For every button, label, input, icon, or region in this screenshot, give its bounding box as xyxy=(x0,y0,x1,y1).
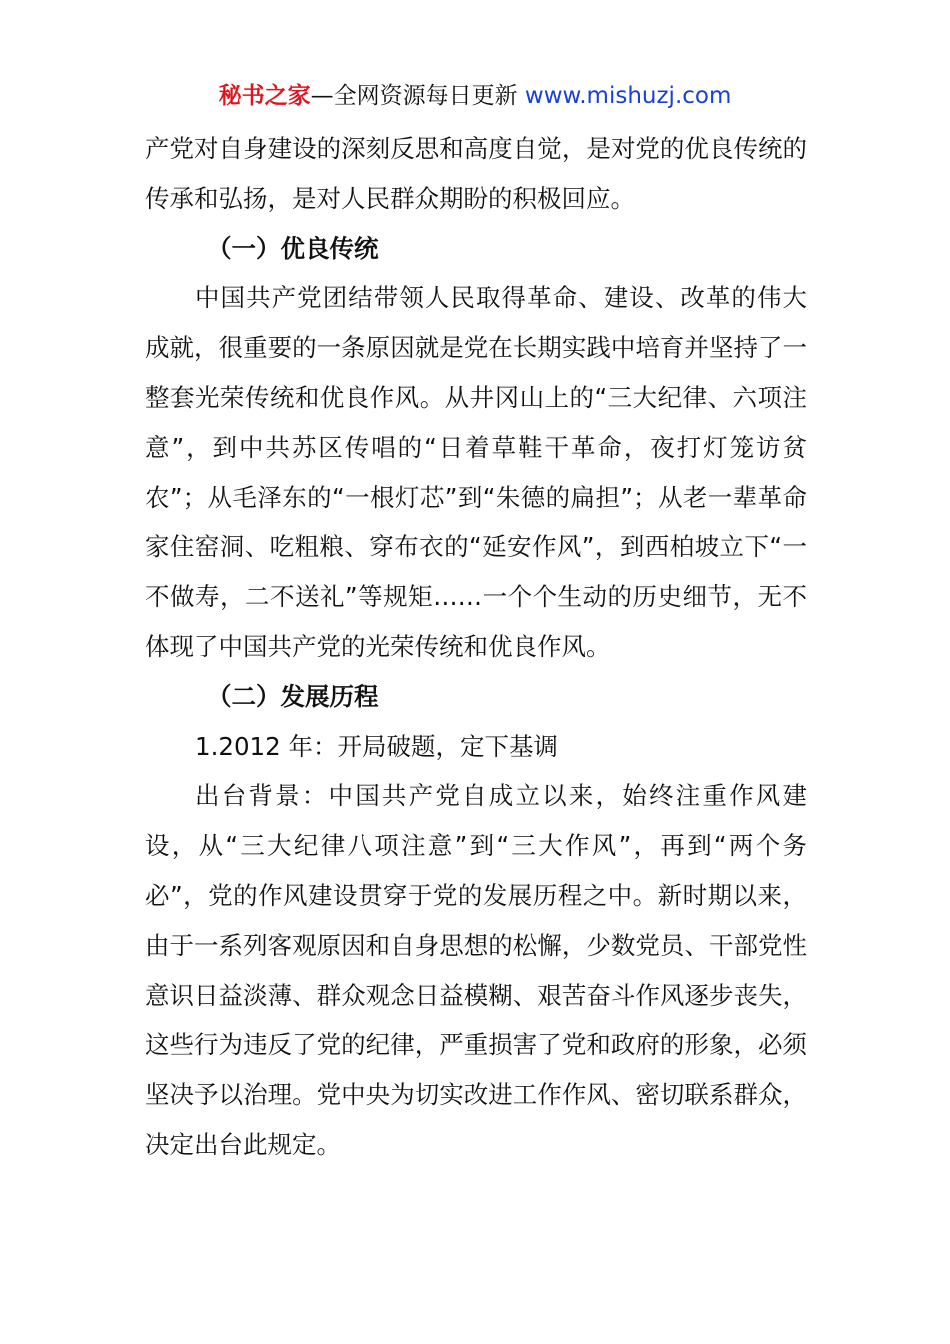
header-tagline: —全网资源每日更新 xyxy=(310,83,525,109)
section-heading-history: （二）发展历程 xyxy=(207,681,379,711)
paragraph-traditions: 中国共产党团结带领人民取得革命、建设、改革的伟大成就，很重要的一条原因就是党在长期实践中培育并坚持了一整套光荣传统和优良作风。从井冈山上的“三大纪律、六项注意”，到中共苏区传唱的“日着草鞋干革命，夜打灯笼访贫农”；从毛泽东的“一根灯芯”到“朱德的扁担”；从老一辈革命家住窑洞、吃粗粮、穿布衣的“延安作风”，到西柏坡立下“一不做寿，二不送礼”等规矩……一个个生动的历史细节，无不体现了中国共产党的光荣传统和优良作风。 xyxy=(145,283,807,661)
section-heading-traditions: （一）优良传统 xyxy=(207,233,379,263)
header-brand: 秘书之家 xyxy=(218,83,311,109)
paragraph-background: 出台背景：中国共产党自成立以来，始终注重作风建设，从“三大纪律八项注意”到“三大作风”，再到“两个务必”，党的作风建设贯穿于党的发展历程之中。新时期以来，由于一系列客观原因和自身思想的松懈，少数党员、干部党性意识日益淡薄、群众观念日益模糊、艰苦奋斗作风逐步丧失，这些行为违反了党的纪律，严重损害了党和政府的形象，必须坚决予以治理。党中央为切实改进工作作风、密切联系群众，决定出台此规定。 xyxy=(145,781,807,1159)
subheading-2012: 1.2012 年：开局破题，定下基调 xyxy=(195,731,559,761)
document-body xyxy=(145,124,807,1170)
header-site-link[interactable]: www.mishuzj.com xyxy=(524,83,732,109)
paragraph-continuation: 产党对自身建设的深刻反思和高度自觉，是对党的优良传统的传承和弘扬，是对人民群众期盼的积极回应。 xyxy=(145,134,807,213)
page-header xyxy=(0,80,950,112)
